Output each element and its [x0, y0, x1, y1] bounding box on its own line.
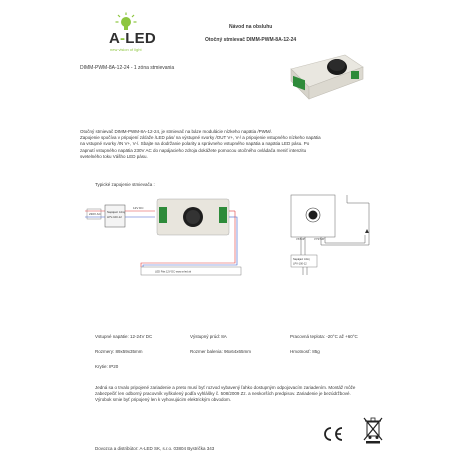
notice-line: Výrobok smie byť pripojený len k vyhovujúcim elektrickým obvodom.	[95, 397, 231, 403]
notice-line: zabezpečiť len odborný pracovník vyškolený podľa vyhlášky č. 508/2009 Zz. a neskorších predpisov. Zariadenie je bezúdržbové.	[95, 391, 351, 397]
typical-wiring-label: Typické zapojenie stmievača :	[95, 182, 155, 187]
label-12v: 12V DC	[133, 206, 144, 210]
model-line: DIMM-PWM-8A-12-24 - 1 zóna stmievania	[80, 65, 175, 71]
label-led-strip: LED Pás 12V DC www.a-led.sk	[155, 270, 192, 274]
description-paragraph	[80, 129, 400, 160]
notice-line: Jedná sa o trvalo pripojené zariadenie a preto musí byť rozvod vybavený ľahko dostupným odpojovacím zariadením. Montáž môže	[95, 385, 356, 390]
safety-notice	[95, 385, 395, 404]
spec-output-current: Výstupný prúd: 8A	[190, 334, 227, 339]
label-230v: 230V AC	[89, 212, 101, 216]
brand-tagline: new vision of light	[110, 47, 142, 52]
description-line: zapnutí vstupného napätia 230V AC do napájacieho zdroja dokážete pomocou otočného ovládača meniť intenzitu	[80, 147, 307, 153]
spec-weight: Hmotnosť: 85g	[290, 349, 320, 354]
spec-package-dims: Rozmer balenia: 96x64x65mm	[190, 349, 252, 354]
spec-protection: Krytie: IP20	[95, 364, 119, 369]
label-vystup: VYSTUP	[314, 238, 325, 241]
document-title: Návod na obsluhu	[229, 24, 273, 30]
ce-mark-icon	[322, 426, 344, 442]
brand-logo-led: LED	[125, 30, 156, 47]
document-subtitle: Otočný stmievač DIMM-PWM-8A-12-24	[205, 37, 297, 43]
description-line: Otočný stmievač DIMM-PWM-8A-12-24, je stmievač na báze modulácie nízkeho napätia /PWM/.	[80, 129, 273, 134]
spec-dimensions: Rozmery: 89x59x35mm	[95, 349, 143, 354]
spec-operating-temp: Pracovná teplota: -20°C až +60°C	[290, 334, 358, 339]
dimmer-product-photo	[285, 47, 365, 107]
description-line: svetelného toku Vášho LED pásu.	[80, 153, 148, 159]
psu2-label-2: LPV-100-12	[293, 262, 307, 266]
psu-label-1: Napájací zdroj	[107, 210, 125, 214]
brand-logo	[109, 30, 156, 47]
led-symbol-icon	[365, 229, 369, 233]
brand-logo-a: A	[109, 30, 121, 47]
description-line: na vstupné svorky /IN V+, V-/. Sbajte na dodržanie polarity a správneho vstupného napätia a napätia LED pásu. Po	[80, 141, 310, 147]
psu-label-2: LPV-100-12	[107, 215, 122, 219]
weee-bin-icon	[362, 416, 384, 444]
brand-logo-dash: -	[120, 30, 126, 47]
psu2-label-1: Napájací zdroj	[293, 258, 310, 261]
specs-section	[95, 334, 395, 374]
label-vstup: VSTUP	[296, 238, 305, 241]
footer-distributor: Dovozca a distribútor: A-LED SK, s.r.o. 03804 Bystrička 343	[95, 446, 215, 451]
spec-input-voltage: Vstupné napätie: 12-24V DC	[95, 334, 153, 339]
description-line: Zapojenie spočíva v pripojení záťaže /LED pás/ na výstupné svorky /OUT V+, V-/ a pripojenie vstupného nízkeho napätia	[80, 135, 321, 141]
wiring-diagram	[85, 193, 385, 303]
